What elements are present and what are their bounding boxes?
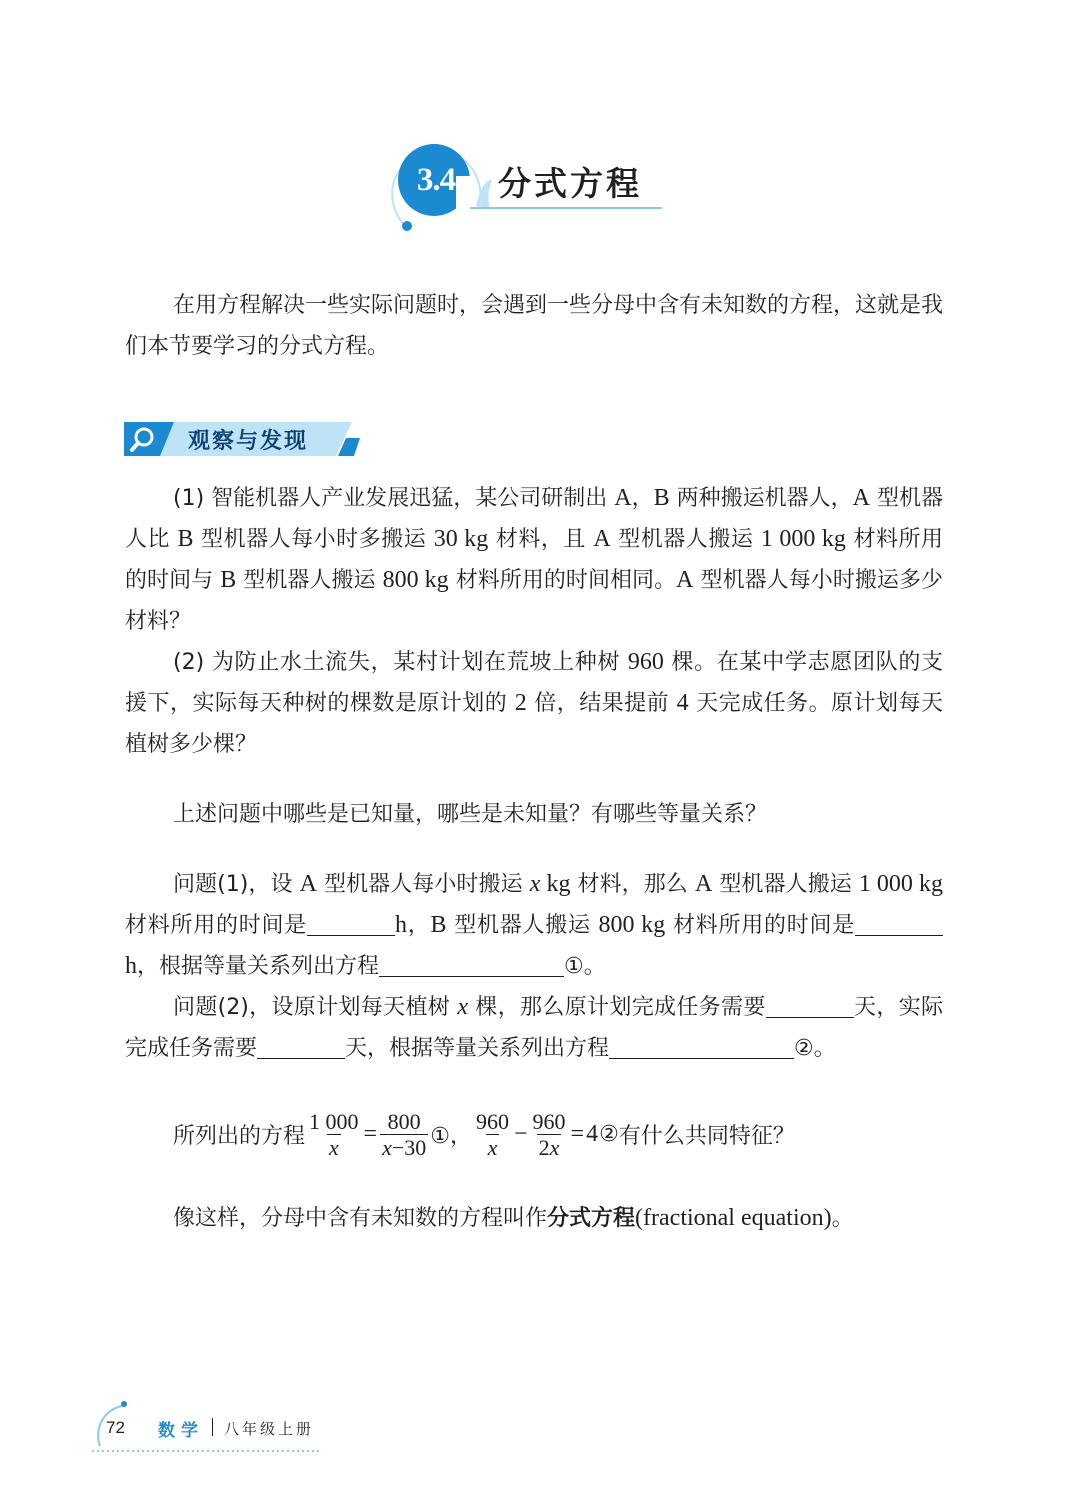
fraction-960-over-2x: $\frac{960}{2x}$ xyxy=(532,1108,566,1160)
observe-banner xyxy=(124,420,364,458)
fraction-800-over-x-minus-30: $\frac{800}{x-30}$ xyxy=(382,1108,427,1160)
section-header xyxy=(378,140,678,240)
section-title: 分式方程 xyxy=(498,164,642,203)
fill-in-problem-2: 问题(2)，设原计划每天植树 x 棵，那么原计划完成任务需要 天，实际完成任务需要 天，根据等量关系列出方程 ②。 xyxy=(125,994,943,1061)
problem-2: (2) 为防止水土流失，某村计划在荒坡上种树 960 棵。在某中学志愿团队的支援下，实际每天种树的棵数是原计划的 2 倍，结果提前 4 天完成任务。原计划每天植树多少棵？ xyxy=(125,649,944,757)
definition-paragraph: 像这样，分母中含有未知数的方程叫作分式方程(fractional equation)。 xyxy=(173,1205,854,1231)
page-footer xyxy=(86,1398,346,1458)
equation-line: 所列出的方程 $\frac{1 000}{x}$ = $\frac{800}{x-30}$ ①， $\frac{960}{x}$ − $\frac{960}{2x}$ = 4 ② 有什么共同特征？ xyxy=(173,1108,795,1160)
intro-paragraph: 在用方程解决一些实际问题时，会遇到一些分母中含有未知数的方程，这就是我们本节要学习的分式方程。 xyxy=(125,293,944,359)
answer-blank[interactable] xyxy=(855,911,943,936)
footer-divider xyxy=(212,1418,213,1436)
grade-label: 八年级上册 xyxy=(224,1420,315,1438)
fraction-1000-over-x: $\frac{1 000}{x}$ xyxy=(309,1108,359,1160)
observe-label: 观察与发现 xyxy=(188,429,309,454)
equation-blank[interactable] xyxy=(609,1034,794,1059)
fraction-960-over-x: $\frac{960}{x}$ xyxy=(475,1108,509,1160)
question-paragraph: 上述问题中哪些是已知量，哪些是未知量？有哪些等量关系？ xyxy=(173,802,768,827)
answer-blank[interactable] xyxy=(257,1034,345,1059)
section-number: 3.4 xyxy=(416,162,456,198)
answer-blank[interactable] xyxy=(766,993,854,1018)
defined-term: 分式方程 xyxy=(547,1206,636,1231)
subject-label: 数学 xyxy=(158,1421,204,1441)
page-number: 72 xyxy=(106,1418,125,1437)
fill-in-problem-1: 问题(1)，设 A 型机器人每小时搬运 x kg 材料，那么 A 型机器人搬运 1 000 kg 材料所用的时间是 h，B 型机器人搬运 800 kg 材料所用的时间是h，根据等量关系列出方程 ①。 xyxy=(125,871,943,979)
answer-blank[interactable] xyxy=(307,911,395,936)
problem-1: (1) 智能机器人产业发展迅猛，某公司研制出 A，B 两种搬运机器人，A 型机器人比 B 型机器人每小时多搬运 30 kg 材料，且 A 型机器人搬运 1 000 kg 材料所用的时间与 B 型机器人搬运 800 kg 材料所用的时间相同。A 型机器人每小时搬运多少材料？ xyxy=(125,485,944,634)
equation-blank[interactable] xyxy=(379,952,564,977)
